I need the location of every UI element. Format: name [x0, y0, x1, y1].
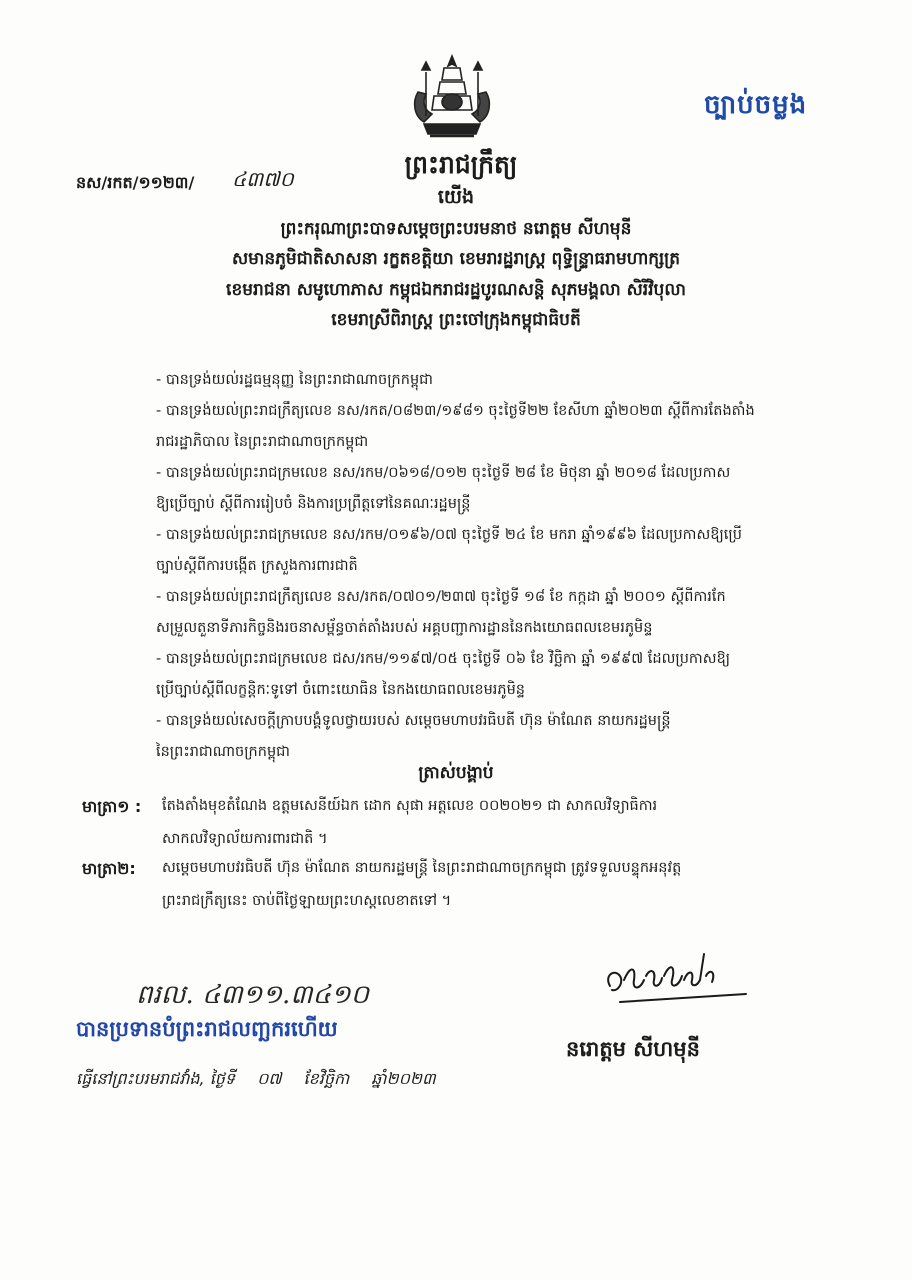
reference-handwritten-number: ៤៣៧០	[232, 167, 294, 191]
consideration-line: ប្រើច្បាប់ស្តីពីលក្ខន្តិកៈទូទៅ ចំពោះយោធិន នៃកងយោធពលខេមរភូមិន្ទ	[156, 682, 525, 698]
date-day: ០៧	[257, 1069, 282, 1088]
consideration-line: - បានទ្រង់យល់ព្រះរាជក្រមលេខ នស/រកម/០៦១៨/០១២ ចុះថ្ងៃទី ២៨ ខែ មិថុនា ឆ្នាំ ២០១៨ ដែលប្រកាស	[156, 465, 731, 481]
consideration-line: រាជរដ្ឋាភិបាល នៃព្រះរាជាណាចក្រកម្ពុជា	[156, 434, 369, 450]
article-label: មាត្រា១ :	[82, 797, 142, 816]
consideration-line: នៃព្រះរាជាណាចក្រកម្ពុជា	[156, 744, 290, 760]
king-title-line: សមានភូមិជាតិសាសនា រក្ខតខត្តិយា ខេមរារដ្ឋរាស្ត្រ ពុទ្ធិន្ទ្រាធរាមហាក្សត្រ	[231, 249, 681, 269]
king-title-line: ខេមរាជនា សមូហោភាស កម្ពុជឯករាជរដ្ឋបូរណសន្តិ សុភមង្គលា សិរីវិបុលា	[226, 280, 686, 300]
document-title: ព្រះរាជក្រឹត្យ	[404, 150, 518, 179]
article-line: សម្តេចមហាបវរធិបតី ហ៊ុន ម៉ាណែត នាយករដ្ឋមន្ត្រី នៃព្រះរាជាណាចក្រកម្ពុជា ត្រូវទទួលបន្ទុកអនុវត្ត	[162, 860, 682, 876]
signatory-name: នរោត្តម សីហមុនី	[566, 1037, 700, 1061]
consideration-line: - បានទ្រង់យល់ព្រះរាជក្រមលេខ ជស/រកម/១១៩៧/០៥ ចុះថ្ងៃទី ០៦ ខែ វិច្ឆិកា ឆ្នាំ ១៩៩៧ ដែលប្រកាសឱ្យ	[156, 651, 731, 667]
copy-stamp: ច្បាប់ចម្លង	[704, 90, 808, 120]
article-line: ព្រះរាជក្រឹត្យនេះ ចាប់ពីថ្ងៃឡាយព្រះហស្តលេខាតទៅ ។	[162, 893, 452, 909]
article-label: មាត្រា២:	[82, 859, 136, 878]
consideration-line: ច្បាប់ស្តីពីការបង្កើត ក្រសួងការពារជាតិ	[156, 558, 358, 574]
king-title-line: ខេមរាស្រីពិរាស្ត្រ ព្រះចៅក្រុងកម្ពុជាធិបតី	[331, 310, 581, 330]
consideration-line: - បានទ្រង់យល់ព្រះរាជក្រឹត្យលេខ នស/រកត/០៧០១/២៣៧ ចុះថ្ងៃទី ១៨ ខែ កក្កដា ឆ្នាំ ២០០១ ស្តីពីការកែ	[156, 589, 726, 605]
registration-handwritten: ពរល. ៤៣១១.៣៤១០	[136, 980, 369, 1010]
consideration-line: - បានទ្រង់យល់រដ្ឋធម្មនុញ្ញ នៃព្រះរាជាណាចក្រកម្ពុជា	[156, 372, 433, 388]
date-year: ឆ្នាំ២០២៣	[371, 1069, 436, 1088]
promulgated-stamp: បានប្រទានបំព្រះរាជលញ្ឆករហើយ	[76, 1017, 338, 1041]
royal-emblem	[404, 52, 500, 144]
reference-number: នស/រកត/១១២៣/	[76, 173, 195, 192]
article-1	[82, 790, 842, 856]
considerations-list	[156, 365, 836, 768]
royal-signature	[600, 946, 750, 1012]
consideration-line: - បានទ្រង់យល់សេចក្តីក្រាបបង្គំទូលថ្វាយរបស់ សម្តេចមហាបវរធិបតី ហ៊ុន ម៉ាណែត នាយករដ្ឋមន្ត្រី	[156, 713, 671, 729]
article-line: សាកលវិទ្យាល័យការពារជាតិ ។	[162, 831, 328, 847]
consideration-line: សម្រួលតួនាទីភារកិច្ចនិងរចនាសម្ព័ន្ធចាត់តាំងរបស់ អគ្គបញ្ជាការដ្ឋាននៃកងយោធពលខេមរភូមិន្ទ	[156, 620, 653, 636]
date-prefix: ធ្វើនៅព្រះបរមរាជវាំង, ថ្ងៃទី	[76, 1069, 236, 1088]
date-month: ខែវិច្ឆិកា	[303, 1069, 350, 1088]
article-2	[82, 852, 842, 918]
consideration-line: - បានទ្រង់យល់ព្រះរាជក្រមលេខ នស/រកម/០១៩៦/០៧ ចុះថ្ងៃទី ២៤ ខែ មករា ឆ្នាំ១៩៩៦ ដែលប្រកាសឱ្យប្រើ	[156, 527, 742, 543]
king-title-line: ព្រះករុណាព្រះបាទសម្តេចព្រះបរមនាថ នរោត្តម សីហមុនី	[280, 219, 632, 239]
we-heading: យើង	[437, 186, 475, 208]
decree-heading: ត្រាស់បង្គាប់	[418, 763, 494, 783]
consideration-line: ឱ្យប្រើច្បាប់ ស្តីពីការរៀបចំ និងការប្រព្រឹត្តទៅនៃគណៈរដ្ឋមន្ត្រី	[156, 496, 471, 512]
article-line: តែងតាំងមុខតំណែង ឧត្តមសេនីយ៍ឯក ដោក សុផា អត្តលេខ ០០២០២១ ជា សាកលវិទ្យាធិការ	[162, 798, 658, 814]
consideration-line: - បានទ្រង់យល់ព្រះរាជក្រឹត្យលេខ នស/រកត/០៨២៣/១៩៨១ ចុះថ្ងៃទី២២ ខែសីហា ឆ្នាំ២០២៣ ស្តីពីការតែងតាំង	[156, 403, 755, 419]
date-line	[76, 1068, 436, 1092]
